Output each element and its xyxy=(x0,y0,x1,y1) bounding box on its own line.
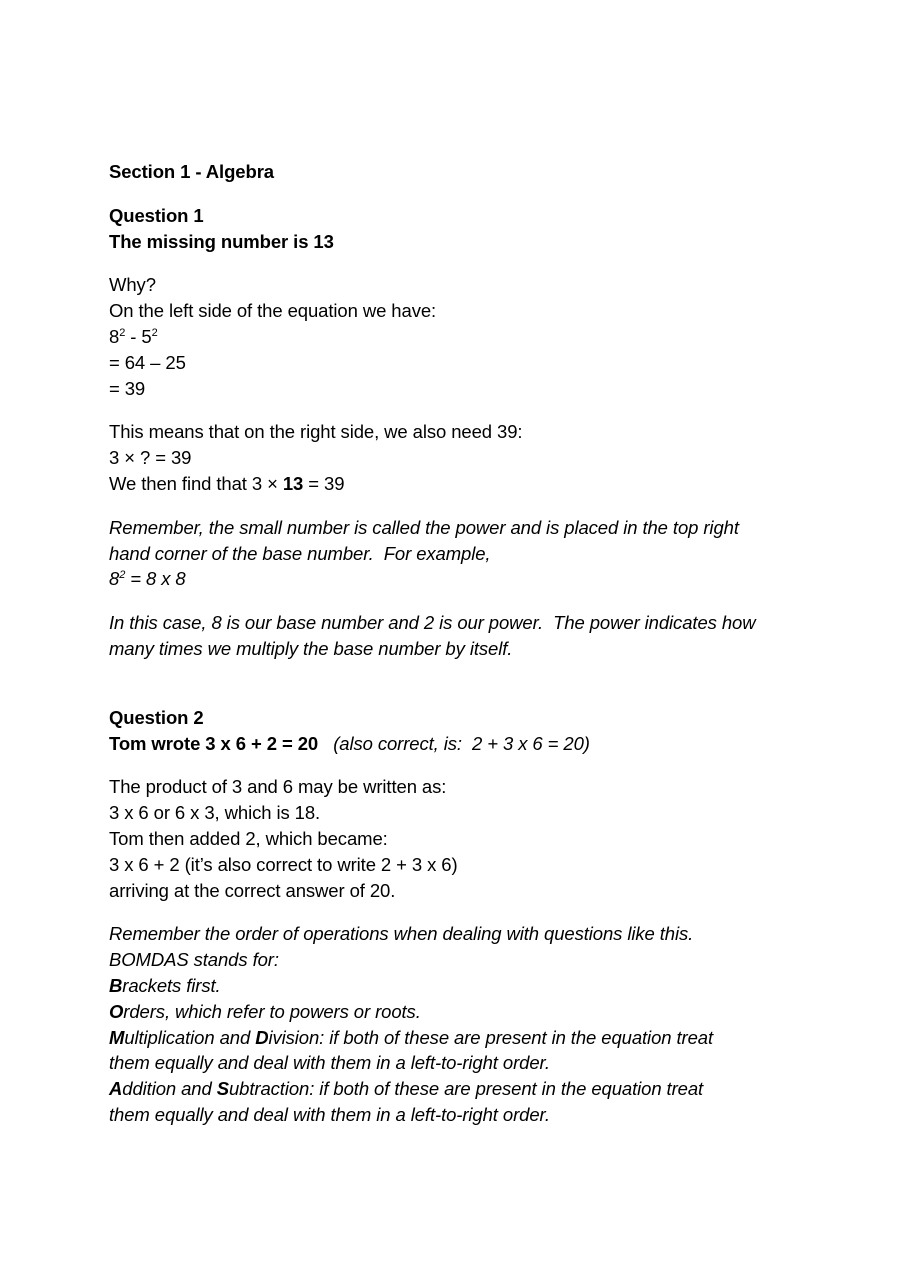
product-line-4: 3 x 6 + 2 (it’s also correct to write 2 + 3 x 6) xyxy=(109,853,458,875)
page-content xyxy=(109,159,809,1128)
expr-base-2: 5 xyxy=(141,325,152,347)
product-line-2: 3 x 6 or 6 x 3, which is 18. xyxy=(109,802,321,824)
bomdas-addition-subtraction-line-2: them equally and deal with them in a left-to-right order. xyxy=(109,1103,550,1125)
tip-base: 8 xyxy=(109,568,120,590)
power-expression xyxy=(109,324,809,350)
bomdas-multiplication-text: ultiplication and xyxy=(124,1026,256,1048)
left-side-intro: On the left side of the equation we have: xyxy=(109,300,437,322)
question-1-answer: The missing number is 13 xyxy=(109,230,334,252)
bomdas-letter-m: M xyxy=(109,1026,125,1048)
bomdas-letter-d: D xyxy=(255,1026,269,1048)
base-power-explanation-line-2: many times we multiply the base number by itself. xyxy=(109,637,513,659)
bomdas-letter-b: B xyxy=(109,974,123,996)
expr-minus: - xyxy=(125,325,142,347)
power-tip-line-2: hand corner of the base number. For example, xyxy=(109,542,491,564)
bomdas-letter-s: S xyxy=(216,1078,229,1100)
calc-step-1: = 64 – 25 xyxy=(109,351,186,373)
product-line-3: Tom then added 2, which became: xyxy=(109,827,388,849)
bomdas-letter-a: A xyxy=(109,1078,123,1100)
tip-rest: = 8 x 8 xyxy=(125,568,186,590)
question-2-heading: Question 2 xyxy=(109,706,204,728)
expr-base-1: 8 xyxy=(109,325,120,347)
bomdas-multiplication-division xyxy=(109,1025,809,1051)
order-reminder: Remember the order of operations when dealing with questions like this. xyxy=(109,923,694,945)
product-line-1: The product of 3 and 6 may be written as: xyxy=(109,776,447,798)
bomdas-addition-text: ddition and xyxy=(122,1078,217,1100)
bomdas-brackets xyxy=(109,973,809,999)
bomdas-orders xyxy=(109,999,809,1025)
expr-power-2: 2 xyxy=(151,326,158,339)
bomdas-addition-subtraction xyxy=(109,1076,809,1102)
find-result-post: = 39 xyxy=(303,472,345,494)
find-result xyxy=(109,471,809,497)
question-2-answer-note: (also correct, is: 2 + 3 x 6 = 20) xyxy=(318,732,590,754)
bomdas-intro: BOMDAS stands for: xyxy=(109,949,279,971)
expr-power-1: 2 xyxy=(119,326,126,339)
find-result-answer: 13 xyxy=(282,472,304,494)
bomdas-multiplication-division-line-2: them equally and deal with them in a left-to-right order. xyxy=(109,1052,550,1074)
bomdas-orders-text: rders, which refer to powers or roots. xyxy=(123,1000,421,1022)
question-2-answer-main: Tom wrote 3 x 6 + 2 = 20 xyxy=(109,732,319,754)
why-label: Why? xyxy=(109,274,156,296)
find-result-pre: We then find that 3 × xyxy=(109,472,283,494)
right-side-intro: This means that on the right side, we also need 39: xyxy=(109,421,523,443)
power-tip-line-1: Remember, the small number is called the power and is placed in the top right xyxy=(109,516,739,538)
bomdas-brackets-text: rackets first. xyxy=(122,974,221,996)
bomdas-letter-o: O xyxy=(109,1000,124,1022)
power-tip-example xyxy=(109,566,809,592)
right-side-equation: 3 × ? = 39 xyxy=(109,447,192,469)
question-2-answer xyxy=(109,731,809,757)
bomdas-division-text: ivision: if both of these are present in the equation treat xyxy=(268,1026,714,1048)
product-line-5: arriving at the correct answer of 20. xyxy=(109,879,396,901)
question-1-heading: Question 1 xyxy=(109,204,204,226)
section-title: Section 1 - Algebra xyxy=(109,161,274,182)
base-power-explanation-line-1: In this case, 8 is our base number and 2 is our power. The power indicates how xyxy=(109,612,756,634)
tip-power: 2 xyxy=(119,569,126,582)
calc-step-2: = 39 xyxy=(109,377,146,399)
bomdas-subtraction-text: ubtraction: if both of these are present in the equation treat xyxy=(228,1078,704,1100)
